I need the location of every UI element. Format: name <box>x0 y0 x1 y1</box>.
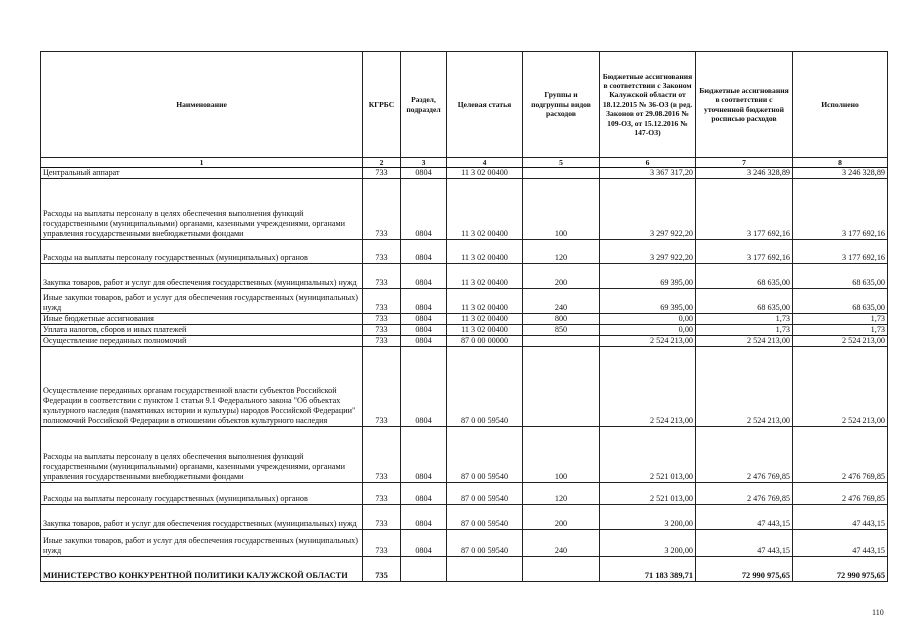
row-target: 11 3 02 00400 <box>447 289 523 314</box>
row-budget-refined: 68 635,00 <box>696 264 793 289</box>
row-group: 100 <box>523 427 600 483</box>
row-name: Расходы на выплаты персоналу государственных (муниципальных) органов <box>41 483 363 505</box>
row-target: 87 0 00 59540 <box>447 483 523 505</box>
row-group <box>523 557 600 582</box>
row-budget-law: 3 297 922,20 <box>600 179 696 240</box>
header-target: Целевая статья <box>447 52 523 158</box>
column-number: 6 <box>600 158 696 168</box>
row-executed: 3 246 328,89 <box>793 168 888 179</box>
row-executed: 3 177 692,16 <box>793 179 888 240</box>
row-section: 0804 <box>401 240 447 264</box>
row-kgrbs: 733 <box>363 336 401 347</box>
row-group <box>523 168 600 179</box>
row-budget-law: 69 395,00 <box>600 289 696 314</box>
row-executed: 2 524 213,00 <box>793 347 888 427</box>
header-name: Наименование <box>41 52 363 158</box>
row-target: 87 0 00 59540 <box>447 505 523 530</box>
row-group <box>523 336 600 347</box>
row-target: 11 3 02 00400 <box>447 168 523 179</box>
row-name: Закупка товаров, работ и услуг для обеспечения государственных (муниципальных) нужд <box>41 264 363 289</box>
row-name: Иные закупки товаров, работ и услуг для обеспечения государственных (муниципальных) нужд <box>41 530 363 557</box>
row-budget-refined: 2 476 769,85 <box>696 483 793 505</box>
row-name: Осуществление переданных органам государственной власти субъектов Российской Федерации в соответствии с пунктом 1 статьи 9.1 Федерального закона "Об объектах культурного наследия (памятниках истории и культуры) народов Российской Федерации" полномочий Российской Федерации в отношении объектов культурного наследия <box>41 347 363 427</box>
row-kgrbs: 733 <box>363 264 401 289</box>
table-row-total <box>41 557 888 582</box>
row-group: 800 <box>523 314 600 325</box>
row-name: Иные закупки товаров, работ и услуг для обеспечения государственных (муниципальных) нужд <box>41 289 363 314</box>
row-executed: 47 443,15 <box>793 505 888 530</box>
row-group: 200 <box>523 505 600 530</box>
row-budget-refined: 1,73 <box>696 325 793 336</box>
row-group: 120 <box>523 483 600 505</box>
column-number: 8 <box>793 158 888 168</box>
row-kgrbs: 733 <box>363 483 401 505</box>
row-executed: 2 476 769,85 <box>793 427 888 483</box>
row-executed: 1,73 <box>793 314 888 325</box>
row-group: 100 <box>523 179 600 240</box>
row-budget-law: 3 367 317,20 <box>600 168 696 179</box>
row-budget-refined: 47 443,15 <box>696 530 793 557</box>
column-number: 1 <box>41 158 363 168</box>
row-budget-law: 2 524 213,00 <box>600 347 696 427</box>
row-executed: 2 476 769,85 <box>793 483 888 505</box>
table-row <box>41 289 888 314</box>
column-number: 4 <box>447 158 523 168</box>
row-section: 0804 <box>401 314 447 325</box>
row-kgrbs: 733 <box>363 240 401 264</box>
row-budget-refined: 2 476 769,85 <box>696 427 793 483</box>
row-budget-law: 3 200,00 <box>600 530 696 557</box>
row-target: 87 0 00 00000 <box>447 336 523 347</box>
row-kgrbs: 733 <box>363 325 401 336</box>
row-section: 0804 <box>401 530 447 557</box>
row-kgrbs: 733 <box>363 168 401 179</box>
row-name: Расходы на выплаты персоналу в целях обеспечения выполнения функций государственными (муниципальными) органами, казенными учреждениями, органами управления государственными внебюджетными фондами <box>41 427 363 483</box>
row-budget-refined: 72 990 975,65 <box>696 557 793 582</box>
row-kgrbs: 735 <box>363 557 401 582</box>
table-row <box>41 179 888 240</box>
row-name: Центральный аппарат <box>41 168 363 179</box>
row-budget-law: 3 297 922,20 <box>600 240 696 264</box>
row-section: 0804 <box>401 179 447 240</box>
column-number: 3 <box>401 158 447 168</box>
row-section: 0804 <box>401 264 447 289</box>
row-target: 11 3 02 00400 <box>447 325 523 336</box>
header-groups: Группы и подгруппы видов расходов <box>523 52 600 158</box>
row-kgrbs: 733 <box>363 505 401 530</box>
row-name: Иные бюджетные ассигнования <box>41 314 363 325</box>
row-budget-law: 2 521 013,00 <box>600 427 696 483</box>
row-group: 240 <box>523 289 600 314</box>
budget-table <box>40 51 888 582</box>
row-kgrbs: 733 <box>363 289 401 314</box>
row-kgrbs: 733 <box>363 347 401 427</box>
row-budget-refined: 3 177 692,16 <box>696 240 793 264</box>
page-number: 110 <box>872 608 884 617</box>
row-section: 0804 <box>401 347 447 427</box>
row-executed: 68 635,00 <box>793 264 888 289</box>
row-section: 0804 <box>401 505 447 530</box>
row-section: 0804 <box>401 168 447 179</box>
row-kgrbs: 733 <box>363 314 401 325</box>
table-row <box>41 483 888 505</box>
row-kgrbs: 733 <box>363 530 401 557</box>
row-budget-refined: 1,73 <box>696 314 793 325</box>
column-number: 2 <box>363 158 401 168</box>
row-budget-refined: 3 177 692,16 <box>696 179 793 240</box>
column-number: 7 <box>696 158 793 168</box>
row-section: 0804 <box>401 483 447 505</box>
row-name: Уплата налогов, сборов и иных платежей <box>41 325 363 336</box>
row-section: 0804 <box>401 289 447 314</box>
table-row <box>41 264 888 289</box>
row-section: 0804 <box>401 427 447 483</box>
table-row <box>41 325 888 336</box>
table-row <box>41 427 888 483</box>
row-budget-law: 69 395,00 <box>600 264 696 289</box>
row-target: 11 3 02 00400 <box>447 240 523 264</box>
row-target: 87 0 00 59540 <box>447 347 523 427</box>
row-name: Расходы на выплаты персоналу государственных (муниципальных) органов <box>41 240 363 264</box>
column-number-row <box>41 158 888 168</box>
row-name: Расходы на выплаты персоналу в целях обеспечения выполнения функций государственными (муниципальными) органами, казенными учреждениями, органами управления государственными внебюджетными фондами <box>41 179 363 240</box>
row-section: 0804 <box>401 336 447 347</box>
row-budget-refined: 2 524 213,00 <box>696 347 793 427</box>
table-row <box>41 168 888 179</box>
row-kgrbs: 733 <box>363 427 401 483</box>
row-executed: 2 524 213,00 <box>793 336 888 347</box>
table-row <box>41 336 888 347</box>
header-executed: Исполнено <box>793 52 888 158</box>
row-budget-law: 0,00 <box>600 314 696 325</box>
row-name: Осуществление переданных полномочий <box>41 336 363 347</box>
row-group <box>523 347 600 427</box>
row-target: 87 0 00 59540 <box>447 530 523 557</box>
table-row <box>41 505 888 530</box>
row-budget-law: 3 200,00 <box>600 505 696 530</box>
row-target: 11 3 02 00400 <box>447 264 523 289</box>
row-name: МИНИСТЕРСТВО КОНКУРЕНТНОЙ ПОЛИТИКИ КАЛУЖСКОЙ ОБЛАСТИ <box>41 557 363 582</box>
header-budget-law: Бюджетные ассигнования в соответствии с Законом Калужской области от 18.12.2015 № 36-ОЗ (в ред. Законов от 29.08.2016 № 109-ОЗ, от 15.12.2016 № 147-ОЗ) <box>600 52 696 158</box>
row-budget-refined: 68 635,00 <box>696 289 793 314</box>
row-budget-law: 2 521 013,00 <box>600 483 696 505</box>
row-budget-law: 0,00 <box>600 325 696 336</box>
row-kgrbs: 733 <box>363 179 401 240</box>
row-budget-refined: 3 246 328,89 <box>696 168 793 179</box>
header-budget-refined: Бюджетные ассигнования в соответствии с уточненной бюджетной росписью расходов <box>696 52 793 158</box>
row-budget-law: 71 183 389,71 <box>600 557 696 582</box>
row-budget-law: 2 524 213,00 <box>600 336 696 347</box>
column-number: 5 <box>523 158 600 168</box>
row-budget-refined: 2 524 213,00 <box>696 336 793 347</box>
row-group: 120 <box>523 240 600 264</box>
row-executed: 3 177 692,16 <box>793 240 888 264</box>
row-target: 11 3 02 00400 <box>447 314 523 325</box>
table-row <box>41 347 888 427</box>
row-section <box>401 557 447 582</box>
row-group: 850 <box>523 325 600 336</box>
row-executed: 72 990 975,65 <box>793 557 888 582</box>
row-group: 200 <box>523 264 600 289</box>
row-group: 240 <box>523 530 600 557</box>
row-target: 11 3 02 00400 <box>447 179 523 240</box>
row-target <box>447 557 523 582</box>
table-header-row <box>41 52 888 158</box>
row-target: 87 0 00 59540 <box>447 427 523 483</box>
row-budget-refined: 47 443,15 <box>696 505 793 530</box>
table-row <box>41 240 888 264</box>
row-executed: 68 635,00 <box>793 289 888 314</box>
row-executed: 1,73 <box>793 325 888 336</box>
row-section: 0804 <box>401 325 447 336</box>
row-name: Закупка товаров, работ и услуг для обеспечения государственных (муниципальных) нужд <box>41 505 363 530</box>
table-row <box>41 314 888 325</box>
row-executed: 47 443,15 <box>793 530 888 557</box>
table-row <box>41 530 888 557</box>
header-kgrbs: КГРБС <box>363 52 401 158</box>
header-section: Раздел, подраздел <box>401 52 447 158</box>
